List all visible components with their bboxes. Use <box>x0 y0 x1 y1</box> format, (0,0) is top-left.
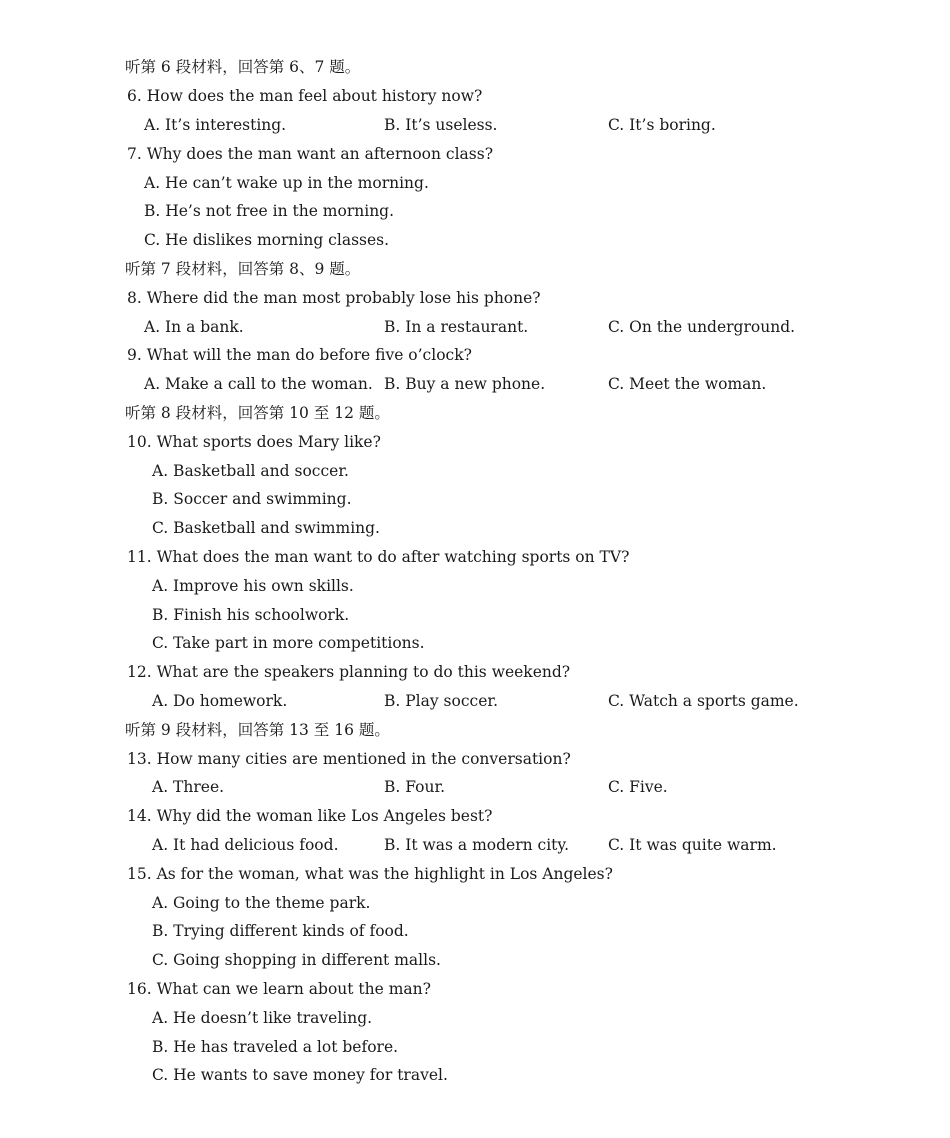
option-row <box>0 370 950 399</box>
option-line <box>0 514 950 543</box>
option-b: B. Play soccer. <box>384 692 499 710</box>
option-a: A. He can’t wake up in the morning. <box>144 174 429 192</box>
question-14-stem: 14. Why did the woman like Los Angeles best? <box>127 807 493 825</box>
option-b: B. Soccer and swimming. <box>152 490 352 508</box>
option-a: A. In a bank. <box>144 318 244 336</box>
question-12-stem: 12. What are the speakers planning to do this weekend? <box>127 663 571 681</box>
option-c: C. Five. <box>608 778 668 796</box>
question-16-stem: 16. What can we learn about the man? <box>127 980 431 998</box>
option-row <box>0 773 950 802</box>
option-a: A. It’s interesting. <box>144 116 287 134</box>
option-c: C. It’s boring. <box>608 116 716 134</box>
question-stem <box>0 658 950 687</box>
section-heading-text: 听第 6 段材料，回答第 6、7 题。 <box>125 58 361 76</box>
option-b: B. Finish his schoolwork. <box>152 606 350 624</box>
question-stem <box>0 428 950 457</box>
option-line <box>0 226 950 255</box>
option-a: A. Make a call to the woman. <box>144 375 373 393</box>
option-line <box>0 917 950 946</box>
section-heading <box>0 399 950 428</box>
question-stem <box>0 82 950 111</box>
option-a: A. He doesn’t like traveling. <box>152 1009 373 1027</box>
option-b: B. He’s not free in the morning. <box>144 202 395 220</box>
option-c: C. Watch a sports game. <box>608 692 799 710</box>
section-heading <box>0 255 950 284</box>
option-c: C. Take part in more competitions. <box>152 634 425 652</box>
question-9-stem: 9. What will the man do before five o’clock? <box>127 346 472 364</box>
section-heading-text: 听第 8 段材料，回答第 10 至 12 题。 <box>125 404 390 422</box>
option-b: B. Buy a new phone. <box>384 375 546 393</box>
option-a: A. Three. <box>152 778 225 796</box>
option-c: C. Going shopping in different malls. <box>152 951 441 969</box>
option-line <box>0 601 950 630</box>
question-13-stem: 13. How many cities are mentioned in the conversation? <box>127 750 571 768</box>
option-row <box>0 687 950 716</box>
section-heading-text: 听第 7 段材料，回答第 8、9 题。 <box>125 260 361 278</box>
question-stem <box>0 975 950 1004</box>
question-8-stem: 8. Where did the man most probably lose his phone? <box>127 289 541 307</box>
option-line <box>0 457 950 486</box>
question-stem <box>0 745 950 774</box>
option-b: B. It was a modern city. <box>384 836 570 854</box>
question-6-stem: 6. How does the man feel about history now? <box>127 87 483 105</box>
option-c: C. He wants to save money for travel. <box>152 1066 448 1084</box>
option-line <box>0 572 950 601</box>
option-b: B. Trying different kinds of food. <box>152 922 409 940</box>
option-row <box>0 831 950 860</box>
option-c: C. Meet the woman. <box>608 375 767 393</box>
option-b: B. Four. <box>384 778 446 796</box>
option-b: B. He has traveled a lot before. <box>152 1038 399 1056</box>
option-line <box>0 946 950 975</box>
option-row <box>0 313 950 342</box>
section-heading <box>0 53 950 82</box>
option-line <box>0 1004 950 1033</box>
option-c: C. It was quite warm. <box>608 836 777 854</box>
question-stem <box>0 860 950 889</box>
option-row <box>0 111 950 140</box>
option-line <box>0 197 950 226</box>
option-b: B. In a restaurant. <box>384 318 529 336</box>
option-c: C. On the underground. <box>608 318 796 336</box>
question-stem <box>0 140 950 169</box>
question-11-stem: 11. What does the man want to do after watching sports on TV? <box>127 548 630 566</box>
option-a: A. Do homework. <box>152 692 288 710</box>
option-c: C. He dislikes morning classes. <box>144 231 390 249</box>
option-line <box>0 485 950 514</box>
question-stem <box>0 543 950 572</box>
option-line <box>0 1061 950 1090</box>
option-line <box>0 169 950 198</box>
option-a: A. It had delicious food. <box>152 836 339 854</box>
question-10-stem: 10. What sports does Mary like? <box>127 433 381 451</box>
question-stem <box>0 284 950 313</box>
option-a: A. Basketball and soccer. <box>152 462 349 480</box>
option-a: A. Improve his own skills. <box>152 577 354 595</box>
question-15-stem: 15. As for the woman, what was the highlight in Los Angeles? <box>127 865 613 883</box>
option-a: A. Going to the theme park. <box>152 894 371 912</box>
option-b: B. It’s useless. <box>384 116 498 134</box>
question-stem <box>0 802 950 831</box>
section-heading-text: 听第 9 段材料，回答第 13 至 16 题。 <box>125 721 390 739</box>
option-c: C. Basketball and swimming. <box>152 519 380 537</box>
question-stem <box>0 341 950 370</box>
question-7-stem: 7. Why does the man want an afternoon class? <box>127 145 494 163</box>
option-line <box>0 629 950 658</box>
option-line <box>0 1033 950 1062</box>
section-heading <box>0 716 950 745</box>
option-line <box>0 889 950 918</box>
